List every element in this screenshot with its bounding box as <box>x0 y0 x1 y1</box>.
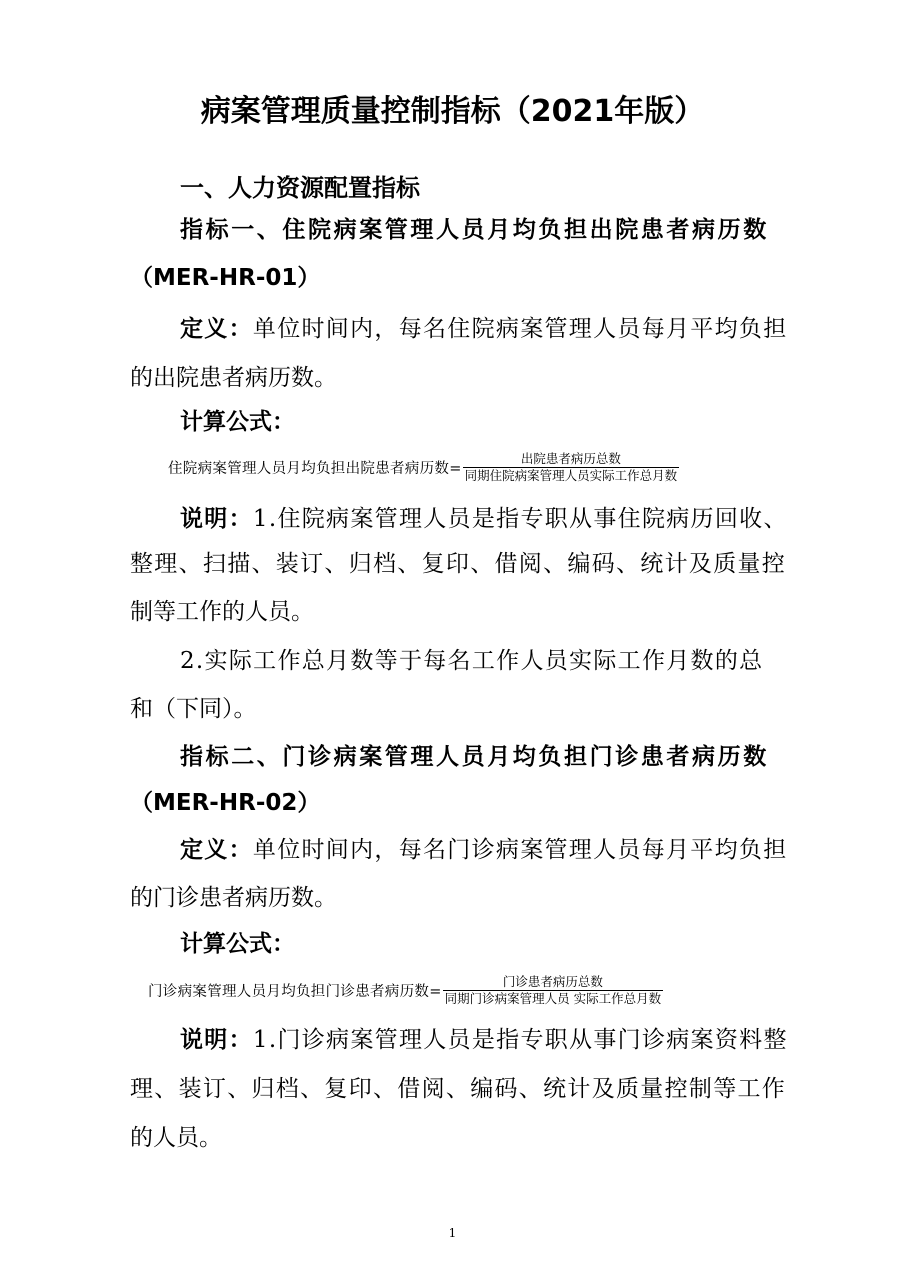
indicator-1-definition-cont: 的出院患者病历数。 <box>130 365 337 391</box>
note-label: 说明： <box>180 506 253 532</box>
note-label: 说明： <box>180 1027 253 1053</box>
indicator-2-code: （MER-HR-02） <box>130 790 321 816</box>
indicator-1-formula-label: 计算公式： <box>180 409 295 435</box>
indicator-1-note-2-cont: 和（下同）。 <box>130 696 257 722</box>
definition-label: 定义： <box>180 316 253 342</box>
indicator-2-title: 指标二、门诊病案管理人员月均负担门诊患者病历数 <box>180 744 769 770</box>
formula-denominator: 同期住院病案管理人员实际工作总月数 <box>464 468 678 483</box>
formula-lhs: 门诊病案管理人员月均负担门诊患者病历数= <box>148 984 442 1000</box>
page-number: 1 <box>448 1226 457 1240</box>
formula-fraction <box>463 451 680 484</box>
doc-title: 病案管理质量控制指标（2021年版） <box>200 94 705 129</box>
indicator-1-definition: 定义：单位时间内，每名住院病案管理人员每月平均负担 <box>180 316 788 342</box>
indicator-1-title: 指标一、住院病案管理人员月均负担出院患者病历数 <box>180 217 769 243</box>
indicator-2-formula-label: 计算公式： <box>180 931 295 957</box>
indicator-2-definition-cont: 的门诊患者病历数。 <box>130 885 337 911</box>
indicator-2-note-1: 说明：1.门诊病案管理人员是指专职从事门诊病案资料整 <box>180 1027 788 1053</box>
indicator-1-code: （MER-HR-01） <box>130 265 321 291</box>
definition-label: 定义： <box>180 837 253 863</box>
indicator-2-formula <box>148 974 663 1007</box>
indicator-2-definition: 定义：单位时间内，每名门诊病案管理人员每月平均负担 <box>180 837 788 863</box>
indicator-1-note-1-cont2: 制等工作的人员。 <box>130 599 314 625</box>
formula-numerator: 门诊患者病历总数 <box>502 974 603 989</box>
indicator-1-note-1: 说明：1.住院病案管理人员是指专职从事住院病历回收、 <box>180 506 788 532</box>
formula-denominator: 同期门诊病案管理人员 实际工作总月数 <box>444 991 662 1006</box>
section-heading: 一、人力资源配置指标 <box>180 174 420 202</box>
formula-lhs: 住院病案管理人员月均负担出院患者病历数= <box>168 461 462 477</box>
indicator-1-formula <box>168 451 679 484</box>
indicator-1-note-2: 2.实际工作总月数等于每名工作人员实际工作月数的总 <box>180 648 764 674</box>
indicator-2-note-1-cont: 理、装订、归档、复印、借阅、编码、统计及质量控制等工作 <box>130 1076 787 1102</box>
indicator-1-note-1-cont: 整理、扫描、装订、归档、复印、借阅、编码、统计及质量控 <box>130 551 787 577</box>
formula-fraction <box>443 974 663 1007</box>
formula-numerator: 出院患者病历总数 <box>520 451 621 466</box>
indicator-2-note-1-cont2: 的人员。 <box>130 1125 222 1151</box>
